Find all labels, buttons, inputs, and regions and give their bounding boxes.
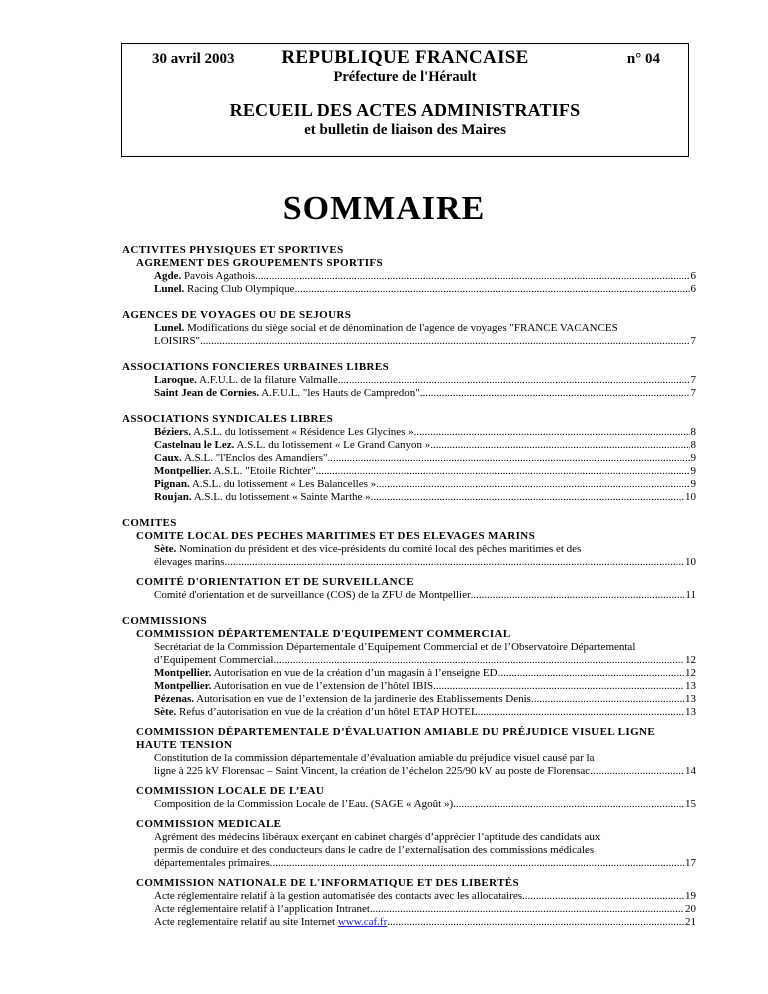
toc-entry[interactable] [122, 322, 696, 348]
entry-place: Saint Jean de Cornies. [154, 387, 260, 399]
subsection-heading: AGREMENT DES GROUPEMENTS SPORTIFS [136, 257, 384, 269]
entry-text: Pavois Agathois [181, 270, 256, 282]
entry-page: 7 [690, 374, 696, 386]
toc-entry[interactable] [122, 831, 696, 870]
entry-text: Comité d'orientation et de surveillance (COS) de la ZFU de Montpellier [154, 589, 471, 601]
entry-place: Pignan. [154, 478, 190, 490]
entry-text: A.F.U.L. de la filature Valmalle [196, 374, 338, 386]
entry-place: Montpellier. [154, 465, 212, 477]
entry-text-cont: ligne à 225 kV Florensac – Saint Vincent, la création de l’échelon 225/90 kV au poste de Florensac. [154, 765, 593, 777]
entry-text: Refus d’autorisation en vue de la création d’un hôtel ETAP HOTEL [176, 706, 478, 718]
entry-text: Nomination du président et des vice-présidents du comité local des pêches maritimes et des [176, 543, 582, 555]
toc-entry[interactable] [122, 916, 696, 929]
toc-entry[interactable] [122, 387, 696, 400]
prefecture-name: Préfecture de l'Hérault [333, 69, 477, 85]
entry-text: Constitution de la commission départementale d’évaluation amiable du préjudice visuel causé par la [154, 752, 595, 764]
entry-page: 6 [690, 283, 696, 295]
toc-entry[interactable] [122, 890, 696, 903]
entry-text: A.S.L. du lotissement « Les Balancelles » [189, 478, 377, 490]
entry-page: 9 [690, 478, 696, 490]
entry-text: Autorisation en vue de la création d’un magasin à l’enseigne ED [211, 667, 498, 679]
subsection-heading: COMMISSION DÉPARTEMENTALE D’ÉVALUATION AMIABLE DU PRÉJUDICE VISUEL LIGNE [136, 726, 656, 738]
toc-entry[interactable] [122, 465, 696, 478]
section-heading: COMMISSIONS [122, 615, 208, 627]
toc-entry[interactable] [122, 439, 696, 452]
entry-page: 21 [685, 916, 696, 928]
toc-entry[interactable] [122, 589, 696, 602]
entry-text: Agrément des médecins libéraux exerçant en cabinet chargés d’apprécier l’aptitude des candidats aux [154, 831, 601, 843]
republic-title: REPUBLIQUE FRANCAISE [281, 47, 529, 68]
section-heading: COMITES [122, 517, 177, 529]
table-of-contents [122, 244, 696, 929]
page-title: SOMMAIRE [282, 190, 486, 227]
entry-page: 19 [685, 890, 696, 902]
entry-place: Roujan. [154, 491, 192, 503]
entry-page: 7 [690, 387, 696, 399]
toc-entry[interactable] [122, 452, 696, 465]
toc-entry[interactable] [122, 752, 696, 778]
entry-place: Montpellier. [154, 667, 212, 679]
entry-page: 8 [690, 439, 696, 451]
subsection-heading: COMMISSION LOCALE DE L’EAU [136, 785, 325, 797]
entry-place: Béziers. [154, 426, 191, 438]
recueil-title: RECUEIL DES ACTES ADMINISTRATIFS [229, 100, 581, 120]
entry-text: Autorisation en vue de l’extension de l’hôtel IBIS [211, 680, 434, 692]
toc-entry[interactable] [122, 641, 696, 667]
toc-entry[interactable] [122, 478, 696, 491]
entry-page: 13 [685, 706, 696, 718]
entry-text-cont: d’Equipement Commercial [154, 654, 274, 666]
toc-entry[interactable] [122, 903, 696, 916]
subsection-heading: COMITE LOCAL DES PECHES MARITIMES ET DES ELEVAGES MARINS [136, 530, 536, 542]
entry-text: Secrétariat de la Commission Départementale d’Equipement Commercial et de l’Observatoire Départemental [154, 641, 636, 653]
toc-entry[interactable] [122, 374, 696, 387]
subsection-heading: COMMISSION DÉPARTEMENTALE D'EQUIPEMENT COMMERCIAL [136, 628, 511, 640]
entry-page: 11 [685, 589, 696, 601]
entry-text: Composition de la Commission Locale de l’Eau. (SAGE « Agoût ») [154, 798, 454, 810]
entry-page: 10 [685, 556, 696, 568]
entry-text-cont: élevages marins [154, 556, 225, 568]
entry-page: 9 [690, 452, 696, 464]
subsection-heading: COMMISSION NATIONALE DE L'INFORMATIQUE ET DES LIBERTÉS [136, 877, 520, 889]
bulletin-subtitle: et bulletin de liaison des Maires [304, 122, 506, 138]
toc-entry[interactable] [122, 270, 696, 283]
entry-place: Agde. [154, 270, 182, 282]
entry-text: A.S.L. du lotissement « Sainte Marthe » [191, 491, 371, 503]
toc-entry[interactable] [122, 680, 696, 693]
toc-entry[interactable] [122, 426, 696, 439]
entry-page: 10 [685, 491, 696, 503]
entry-page: 13 [685, 693, 696, 705]
toc-entry[interactable] [122, 706, 696, 719]
entry-place: Sète. [154, 543, 177, 555]
entry-text: A.S.L. "l'Enclos des Amandiers" [181, 452, 328, 464]
entry-place: Pézenas. [154, 693, 195, 705]
subsection-heading: COMITÉ D'ORIENTATION ET DE SURVEILLANCE [136, 576, 415, 588]
entry-text: Acte réglementaire relatif à la gestion automatisée des contacts avec les allocataires [154, 890, 523, 902]
entry-text-cont: LOISIRS" [154, 335, 201, 347]
subsection-heading-cont: HAUTE TENSION [136, 739, 233, 751]
entry-page: 12 [685, 667, 696, 679]
issue-date: 30 avril 2003 [152, 51, 235, 67]
entry-text-cont: permis de conduire et des conducteurs dans le cadre de l’externalisation des commissions médicales [154, 844, 595, 856]
section-heading: ASSOCIATIONS SYNDICALES LIBRES [122, 413, 334, 425]
toc-entry[interactable] [122, 667, 696, 680]
entry-text-cont: départementales primaires [154, 857, 270, 869]
entry-page: 7 [690, 335, 696, 347]
entry-text: A.S.L. du lotissement « Le Grand Canyon » [234, 439, 431, 451]
toc-entry[interactable] [122, 283, 696, 296]
entry-place: Sète. [154, 706, 177, 718]
issue-number: n° 04 [626, 51, 660, 67]
entry-page: 9 [690, 465, 696, 477]
entry-text: Acte reglementaire relatif au site Internet [154, 916, 338, 928]
entry-text: Autorisation en vue de l’extension de la jardinerie des Etablissements Denis. [194, 693, 534, 705]
entry-page: 14 [685, 765, 696, 777]
entry-text: Racing Club Olympique [184, 283, 295, 295]
subsection-heading: COMMISSION MEDICALE [136, 818, 282, 830]
entry-text: A.F.U.L. "les Hauts de Campredon" [259, 387, 420, 399]
section-heading: AGENCES DE VOYAGES OU DE SEJOURS [122, 309, 352, 321]
toc-entry[interactable] [122, 693, 696, 706]
entry-text: A.S.L. "Etoile Richter" [211, 465, 316, 477]
toc-entry[interactable] [122, 798, 696, 811]
entry-page: 8 [690, 426, 696, 438]
header-box [121, 43, 689, 157]
entry-page: 6 [690, 270, 696, 282]
entry-place: Lunel. [154, 322, 185, 334]
entry-place: Laroque. [154, 374, 197, 386]
entry-text: Acte réglementaire relatif à l’application Intranet [154, 903, 370, 915]
section-heading: ACTIVITES PHYSIQUES ET SPORTIVES [122, 244, 344, 256]
toc-entry[interactable] [122, 491, 696, 504]
entry-text: A.S.L. du lotissement « Résidence Les Glycines » [190, 426, 414, 438]
entry-place: Castelnau le Lez. [154, 439, 235, 451]
section-heading: ASSOCIATIONS FONCIERES URBAINES LIBRES [122, 361, 390, 373]
entry-page: 12 [685, 654, 696, 666]
entry-place: Caux. [154, 452, 182, 464]
toc-entry[interactable] [122, 543, 696, 569]
entry-page: 15 [685, 798, 696, 810]
entry-place: Montpellier. [154, 680, 212, 692]
entry-page: 13 [685, 680, 696, 692]
entry-page: 17 [685, 857, 696, 869]
entry-place: Lunel. [154, 283, 185, 295]
entry-text: Modifications du siège social et de dénomination de l'agence de voyages "FRANCE VACANCES [184, 322, 618, 334]
entry-page: 20 [685, 903, 696, 915]
caf-link[interactable]: www.caf.fr [337, 916, 388, 928]
